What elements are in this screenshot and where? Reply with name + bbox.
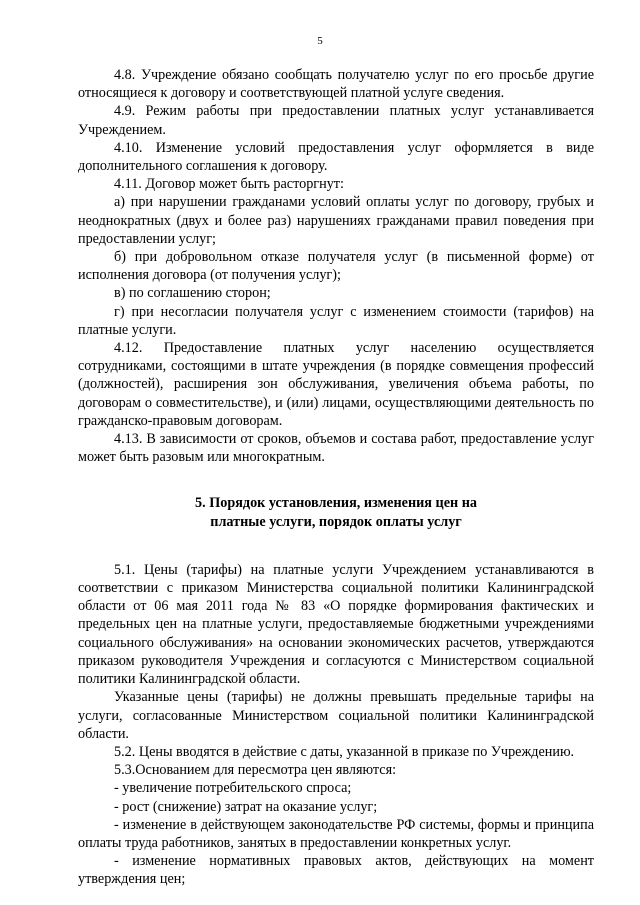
list-item-a: а) при нарушении гражданами условий оплаты услуг по договору, грубых и неоднократных (двух и более раз) нарушениях гражданами правил поведения при предоставлении услуг; — [78, 194, 594, 247]
paragraph-4-13: 4.13. В зависимости от сроков, объемов и состава работ, предоставление услуг может быть разовым или многократным. — [78, 431, 594, 466]
page-number: 5 — [317, 35, 323, 47]
paragraph-4-8: 4.8. Учреждение обязано сообщать получателю услуг по его просьбе другие относящиеся к договору и соответствующей платной услуге сведения. — [78, 67, 594, 102]
section-heading-line-1: 5. Порядок установления, изменения цен на — [195, 495, 477, 512]
list-item-costs: - рост (снижение) затрат на оказание услуг; — [114, 798, 378, 815]
paragraph-price-limit: Указанные цены (тарифы) не должны превышать предельные тарифы на услуги, согласованные Министерством социальной политики Калининградской области. — [78, 689, 594, 742]
paragraph-4-11: 4.11. Договор может быть расторгнут: — [114, 176, 344, 193]
document-body — [78, 66, 594, 889]
section-heading — [78, 494, 594, 530]
list-item-g: г) при несогласии получателя услуг с изменением стоимости (тарифов) на платные услуги. — [78, 303, 594, 338]
paragraph-5-1: 5.1. Цены (тарифы) на платные услуги Учреждением устанавливаются в соответствии с приказом Министерства социальной политики Калининградской области от 06 мая 2011 года № 83 «О порядке формирования фактических и предельных цен на платные услуги, предоставляемые бюджетными учреждениями социального обслуживания» на основании экономических расчетов, утверждаются приказом руководителя Учреждения и согласуются с Министерством социальной политики Калининградской области. — [78, 561, 594, 688]
paragraph-5-2: 5.2. Цены вводятся в действие с даты, указанной в приказе по Учреждению. — [114, 743, 575, 760]
list-item-v: в) по соглашению сторон; — [114, 285, 271, 302]
list-item-b: б) при добровольном отказе получателя услуг (в письменной форме) от исполнения договора (от получения услуг); — [78, 249, 594, 284]
paragraph-5-3: 5.3.Основанием для пересмотра цен являются: — [114, 762, 397, 779]
section-heading-line-2: платные услуги, порядок оплаты услуг — [210, 513, 462, 530]
list-item-legislation: - изменение в действующем законодательстве РФ системы, формы и принципа оплаты труда работников, занятых в предоставлении конкретных услуг. — [78, 816, 594, 851]
list-item-demand: - увеличение потребительского спроса; — [114, 780, 352, 797]
paragraph-4-9: 4.9. Режим работы при предоставлении платных услуг устанавливается Учреждением. — [78, 103, 594, 138]
paragraph-4-10: 4.10. Изменение условий предоставления услуг оформляется в виде дополнительного соглашения к договору. — [78, 139, 594, 175]
list-item-regulations: - изменение нормативных правовых актов, действующих на момент утверждения цен; — [78, 853, 594, 888]
paragraph-4-12: 4.12. Предоставление платных услуг населению осуществляется сотрудниками, состоящими в штате учреждения (в порядке совмещения профессий (должностей), расширения зон обслуживания, увеличения объема работы, по договорам о совместительстве), и (или) лицами, осуществляющими деятельность по гражданско-правовым договорам. — [78, 340, 594, 429]
